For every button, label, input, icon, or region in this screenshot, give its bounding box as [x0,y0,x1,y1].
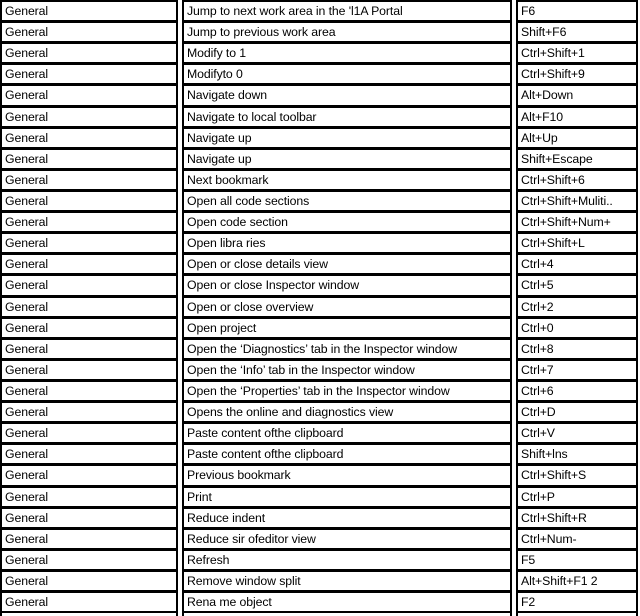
category-cell: General [0,359,178,381]
shortcut-cell: Shift+lns [516,443,638,465]
action-cell: Rena me object [182,591,512,613]
category-cell: General [0,549,178,571]
table-row [0,84,638,106]
category-cell: General [0,507,178,529]
category-cell: General [0,21,178,43]
table-row [0,401,638,423]
category-cell: General [0,169,178,191]
table-row [0,148,638,170]
table-row [0,169,638,191]
action-cell: Next bookmark [182,169,512,191]
action-cell: Open or close overview [182,296,512,318]
category-cell: General [0,338,178,360]
shortcut-cell: Ctrl+V [516,422,638,444]
shortcut-cell: Ctrl+0 [516,317,638,339]
action-cell: Open the ‘Diagnostics’ tab in the Inspector window [182,338,512,360]
shortcut-cell: Alt+F10 [516,106,638,128]
shortcut-cell: Ctrl+7 [516,359,638,381]
category-cell: General [0,232,178,254]
action-cell: Reduce sir ofeditor view [182,528,512,550]
shortcut-cell: Alt+Shift+F1 2 [516,570,638,592]
category-cell: General [0,0,178,22]
shortcut-cell: F2 [516,591,638,613]
table-row [0,507,638,529]
table-row [0,106,638,128]
table-row [0,63,638,85]
category-cell: General [0,190,178,212]
category-cell: General [0,84,178,106]
category-cell: General [0,63,178,85]
category-cell: General [0,317,178,339]
category-cell: General [0,443,178,465]
action-cell: Open code section [182,211,512,233]
shortcut-cell: Ctrl+Shift+9 [516,63,638,85]
table-row [0,422,638,444]
action-cell: Jump to previous work area [182,21,512,43]
action-cell: Open or close details view [182,253,512,275]
shortcut-cell: Ctrl+Shift+6 [516,169,638,191]
category-cell: General [0,148,178,170]
shortcut-cell: Ctrl+Shift+R [516,507,638,529]
action-cell: Print [182,486,512,508]
action-cell: Navigate up [182,127,512,149]
shortcut-cell: F5 [516,549,638,571]
action-cell: Refresh [182,549,512,571]
action-cell: Navigate to local toolbar [182,106,512,128]
category-cell: General [0,106,178,128]
shortcut-cell: Ctrl+5 [516,274,638,296]
category-cell: General [0,422,178,444]
action-cell: Open the ‘Info’ tab in the Inspector window [182,359,512,381]
category-cell: General [0,211,178,233]
action-cell: Open or close Inspector window [182,274,512,296]
category-cell: General [0,42,178,64]
shortcut-cell: Ctrl+Num- [516,528,638,550]
action-cell: Opens the online and diagnostics view [182,401,512,423]
table-row [0,21,638,43]
table-row [0,591,638,613]
category-cell: General [0,401,178,423]
table-row [0,443,638,465]
category-cell: General [0,528,178,550]
action-cell: Remove window split [182,570,512,592]
action-cell: Modify to 1 [182,42,512,64]
shortcut-cell: Ctrl+6 [516,380,638,402]
table-row [0,570,638,592]
shortcut-cell: Ctrl+Shift+S [516,464,638,486]
table-row [0,380,638,402]
category-cell: General [0,127,178,149]
table-row [0,317,638,339]
category-cell: General [0,464,178,486]
table-row [0,42,638,64]
table-row [0,359,638,381]
table-row [0,232,638,254]
table-row [0,211,638,233]
table-row [0,464,638,486]
shortcut-cell: Shift+Escape [516,148,638,170]
shortcut-cell: Ctrl+Shift+Num+ [516,211,638,233]
action-cell: Jump to next work area in the 'l1A Portal [182,0,512,22]
action-cell: Modifyto 0 [182,63,512,85]
table-row [0,486,638,508]
action-cell: Reduce indent [182,507,512,529]
shortcut-cell: Ctrl+8 [516,338,638,360]
table-row [0,528,638,550]
action-cell: Open the ‘Properties’ tab in the Inspector window [182,380,512,402]
category-cell: General [0,380,178,402]
action-cell: Navigate down [182,84,512,106]
table-row [0,549,638,571]
category-cell: General [0,274,178,296]
category-cell: General [0,296,178,318]
action-cell: Previous bookmark [182,464,512,486]
table-row [0,253,638,275]
table-row [0,274,638,296]
shortcut-cell: F6 [516,0,638,22]
shortcut-cell: Ctrl+4 [516,253,638,275]
action-cell: Paste content ofthe clipboard [182,422,512,444]
category-cell: General [0,486,178,508]
table-row [0,127,638,149]
shortcut-cell: Shift+F6 [516,21,638,43]
shortcut-cell: Ctrl+Shift+1 [516,42,638,64]
shortcut-cell: Ctrl+Shift+Muliti.. [516,190,638,212]
category-cell: General [0,591,178,613]
table-row [0,0,638,22]
action-cell: Open all code sections [182,190,512,212]
action-cell: Open libra ries [182,232,512,254]
action-cell: Paste content ofthe clipboard [182,443,512,465]
action-cell: Navigate up [182,148,512,170]
shortcut-cell: Ctrl+P [516,486,638,508]
action-cell: Open project [182,317,512,339]
shortcut-cell: Ctrl+D [516,401,638,423]
category-cell: General [0,253,178,275]
category-cell: General [0,570,178,592]
shortcut-cell: Alt+Up [516,127,638,149]
shortcut-cell: Ctrl+2 [516,296,638,318]
table-row [0,190,638,212]
shortcut-cell: Ctrl+Shift+L [516,232,638,254]
table-row [0,338,638,360]
shortcut-cell: Alt+Down [516,84,638,106]
table-row [0,296,638,318]
